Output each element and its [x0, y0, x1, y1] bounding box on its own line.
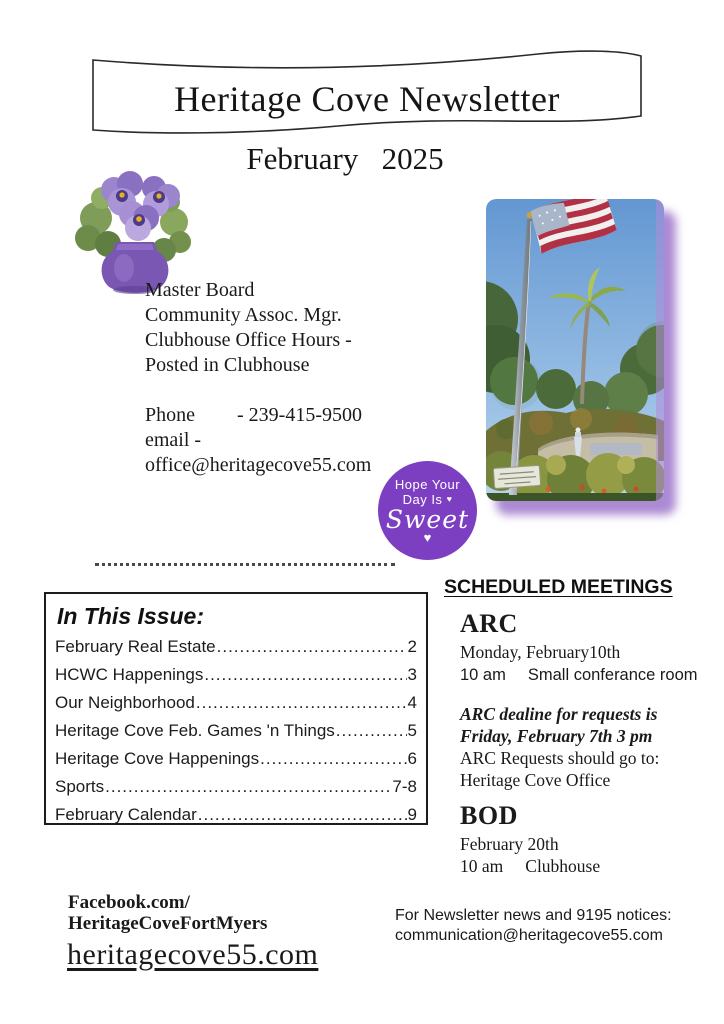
toc-entry-label: HCWC Happenings: [55, 665, 204, 684]
entrance-sign: [590, 443, 642, 455]
arc-meeting-title: ARC: [460, 609, 518, 638]
toc-entry[interactable]: [55, 721, 417, 749]
bod-meeting-time-place: 10 am Clubhouse: [460, 856, 601, 876]
toc-dot-leader: [105, 777, 391, 797]
toc-entry[interactable]: [55, 665, 417, 693]
spacer: [145, 378, 445, 403]
heart-icon: ♥: [446, 494, 453, 504]
badge-line1: Hope Your: [394, 477, 461, 492]
contact-line: Community Assoc. Mgr.: [145, 304, 342, 326]
contact-line: Posted in Clubhouse: [145, 354, 310, 376]
toc-entry-page-number: 5: [407, 721, 417, 740]
sweet-day-sticker: [378, 461, 477, 560]
phone-line: [145, 403, 445, 428]
email-label: email -: [145, 429, 202, 451]
in-this-issue-box: [44, 592, 428, 825]
heart-icon: ♥: [423, 530, 432, 545]
dotted-divider: [95, 563, 395, 566]
contact-line: Clubhouse Office Hours -: [145, 329, 352, 351]
contact-line: Master Board: [145, 279, 255, 301]
badge-script-word: Sweet: [385, 505, 470, 534]
toc-entry-label: Heritage Cove Happenings: [55, 749, 260, 768]
memorial-plaque: [493, 465, 540, 488]
toc-dot-leader: [204, 665, 406, 685]
toc-entry[interactable]: [55, 749, 417, 777]
phone-label: Phone: [145, 404, 195, 426]
flagpole-photo: [486, 199, 664, 501]
toc-entry[interactable]: [55, 693, 417, 721]
arc-deadline-note: ARC dealine for requests is Friday, February 7th 3 pm: [460, 704, 658, 746]
newsletter-email-link[interactable]: communication@heritagecove55.com: [395, 927, 663, 944]
phone-number: - 239-415-9500: [237, 404, 362, 426]
toc-entry-label: February Real Estate: [55, 637, 216, 656]
issue-date: February 2025: [246, 141, 444, 176]
toc-dot-leader: [198, 805, 407, 825]
arc-requests-note: ARC Requests should go to:: [460, 748, 660, 768]
toc-dot-leader: [260, 749, 406, 769]
contact-info-block: [145, 278, 445, 478]
toc-entry[interactable]: [55, 637, 417, 665]
email-address-link[interactable]: office@heritagecove55.com: [145, 454, 372, 476]
toc-entry-label: Heritage Cove Feb. Games 'n Things: [55, 721, 335, 740]
toc-entry-label: Sports: [55, 777, 105, 796]
arc-requests-office: Heritage Cove Office: [460, 770, 611, 790]
toc-heading: In This Issue:: [57, 603, 204, 629]
facebook-link[interactable]: Facebook.com/ HeritageCoveFortMyers: [68, 892, 268, 934]
toc-entry-page-number: 6: [407, 749, 417, 768]
toc-dot-leader: [336, 721, 407, 741]
toc-entry[interactable]: [55, 777, 417, 805]
flagpole-photo-art: [486, 199, 664, 501]
toc-entry-label: Our Neighborhood: [55, 693, 195, 712]
toc-entry-page-number: 4: [407, 693, 417, 712]
toc-entry-page-number: 7-8: [392, 777, 417, 796]
bod-meeting-date: February 20th: [460, 834, 559, 854]
website-link[interactable]: heritagecove55.com: [67, 938, 319, 971]
toc-dot-leader: [196, 693, 407, 713]
newsletter-note-line: For Newsletter news and 9195 notices:: [395, 907, 672, 924]
scheduled-meetings-heading: SCHEDULED MEETINGS: [444, 576, 673, 598]
toc-entry-page-number: 2: [407, 637, 417, 656]
toc-entry-page-number: 3: [407, 665, 417, 684]
page-title: Heritage Cove Newsletter: [174, 79, 560, 119]
toc-list: [55, 637, 417, 833]
shadow-edge: [656, 199, 664, 501]
arc-meeting-time-place: 10 am Small conferance room: [460, 666, 698, 684]
bod-meeting-title: BOD: [460, 801, 518, 830]
badge-line2: Day Is ♥: [402, 492, 453, 507]
newsletter-contact-note: [395, 906, 715, 946]
toc-entry-page-number: 9: [407, 805, 417, 824]
scheduled-meetings-section: [444, 576, 704, 877]
arc-meeting-date: Monday, February10th: [460, 642, 621, 662]
toc-entry[interactable]: [55, 805, 417, 833]
toc-entry-label: February Calendar: [55, 805, 197, 824]
toc-dot-leader: [217, 637, 407, 657]
